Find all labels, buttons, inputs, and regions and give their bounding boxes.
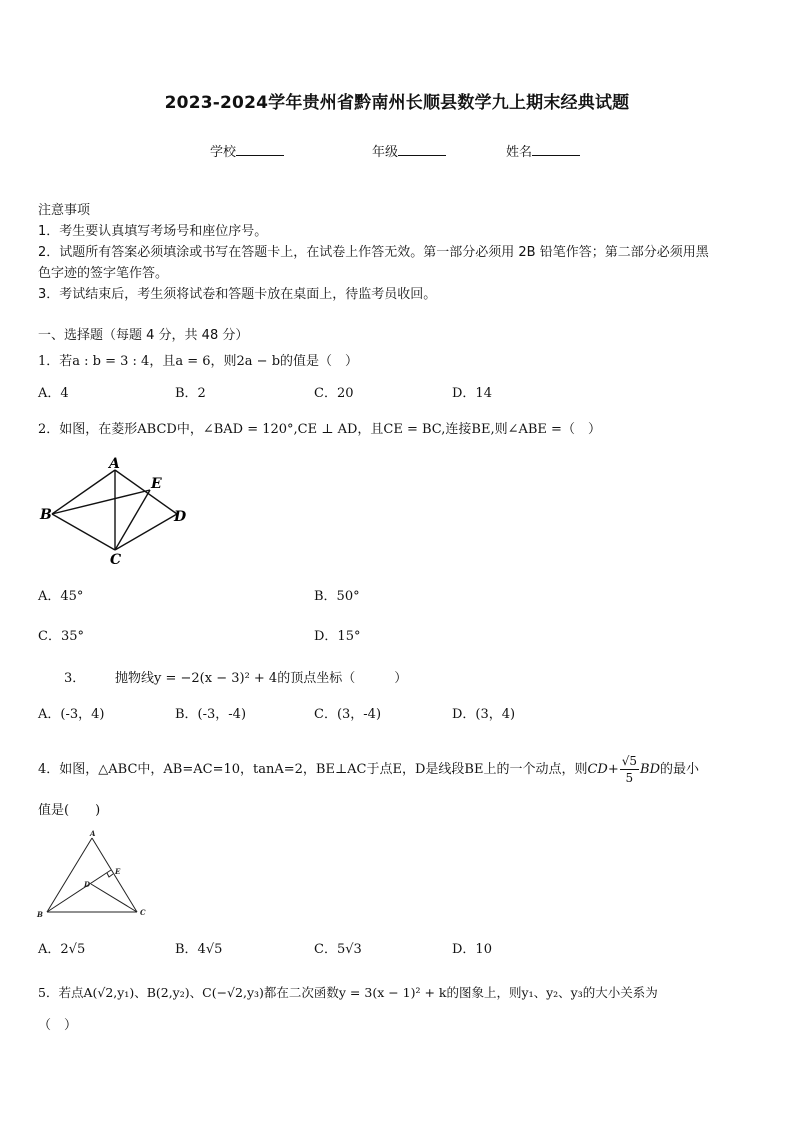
notice-item-2-cont: 色字迹的签字笔作答。 [38,266,169,281]
school-blank [236,145,284,156]
q4-segment-be [47,870,111,912]
q1-option-a: A．4 [38,386,69,401]
q4-expr-bd: BD [640,762,660,777]
q4-edge-ab [47,838,92,912]
q3-option-b: B．(-3，-4) [175,707,247,722]
q2-rhombus-figure [36,455,196,570]
q5-text-cont: （ ） [38,1018,78,1033]
q5-text: 5．若点A(√2,y₁)、B(2,y₂)、C(−√2,y₃)都在二次函数y = 3(x − 1)² + k的图象上，则y₁、y₂、y₃的大小关系为 [38,985,658,1000]
name-label: 姓名 [506,145,533,160]
q1-option-d: D．14 [452,386,492,401]
grade-blank [398,145,446,156]
q4-text [38,753,699,786]
name-field [506,141,580,160]
q1-option-b: B．2 [175,386,206,401]
q4-text-cont: 值是( ) [38,803,101,818]
q4-right-angle-mark [107,873,113,877]
q2-label-d: D [174,509,187,525]
page-title: 2023-2024学年贵州省黔南州长顺县数学九上期末经典试题 [164,93,630,113]
q2-edge-ba [52,470,115,514]
q4-label-b: B [37,910,43,919]
section-heading: 一、选择题（每题 4 分，共 48 分） [38,328,249,343]
notice-item-3: 3．考试结束后，考生须将试卷和答题卡放在桌面上，待监考员收回。 [38,287,437,302]
q4-expr-cd: CD+ [587,762,619,777]
q2-label-b: B [40,507,52,523]
q4-option-d: D．10 [452,942,492,957]
q2-text: 2．如图，在菱形ABCD中，∠BAD = 120°,CE ⊥ AD，且CE = BC,连接BE,则∠ABE =（ ） [38,422,601,437]
q2-option-a: A．45° [38,589,84,604]
q4-triangle-figure [34,828,154,920]
q2-label-e: E [151,476,162,492]
q2-option-c: C．35° [38,629,84,644]
q4-label-d: D [84,880,91,889]
q3-option-a: A．(-3，4) [38,707,105,722]
q4-fraction-numerator: √5 [621,754,638,768]
q4-text-part2: 的最小 [660,762,700,777]
grade-label: 年级 [372,145,399,160]
name-blank [532,145,580,156]
q4-text-part1: 4．如图，△ABC中，AB=AC=10，tanA=2，BE⊥AC于点E，D是线段BE上的一个动点，则 [38,762,588,777]
q2-segment-be [52,490,150,514]
q4-option-c: C．5√3 [314,942,362,957]
q2-option-b: B．50° [314,589,360,604]
q2-edge-ad [115,470,177,514]
q2-label-c: C [110,552,122,568]
q4-label-a: A [90,829,96,838]
q4-option-a: A．2√5 [38,942,86,957]
q2-segment-ce [115,490,150,550]
q1-text: 1．若a : b = 3 : 4，且a = 6，则2a − b的值是（ ） [38,354,359,369]
q2-option-d: D．15° [314,629,361,644]
notice-item-1: 1．考生要认真填写考场号和座位序号。 [38,224,268,239]
q2-edge-dc [115,514,177,550]
q3-option-c: C．(3，-4) [314,707,382,722]
grade-field [372,141,446,160]
q4-label-e: E [115,867,121,876]
q4-option-b: B．4√5 [175,942,223,957]
q4-label-c: C [140,908,146,917]
notice-item-2: 2．试题所有答案必须填涂或书写在答题卡上，在试卷上作答无效。第一部分必须用 2B 铅笔作答；第二部分必须用黑 [38,245,709,260]
q1-option-c: C．20 [314,386,354,401]
q2-label-a: A [109,456,120,472]
q3-option-d: D．(3，4) [452,707,516,722]
q4-segment-dc [91,884,137,912]
q4-fraction-denominator: 5 [625,771,634,785]
q4-fraction [620,753,639,786]
q2-edge-cb [52,514,115,550]
notice-heading: 注意事项 [38,203,91,218]
school-label: 学校 [210,145,237,160]
q3-text: 抛物线y = −2(x − 3)² + 4的顶点坐标（ ） [115,671,408,686]
school-field [210,141,284,160]
q3-number: 3． [64,671,86,686]
